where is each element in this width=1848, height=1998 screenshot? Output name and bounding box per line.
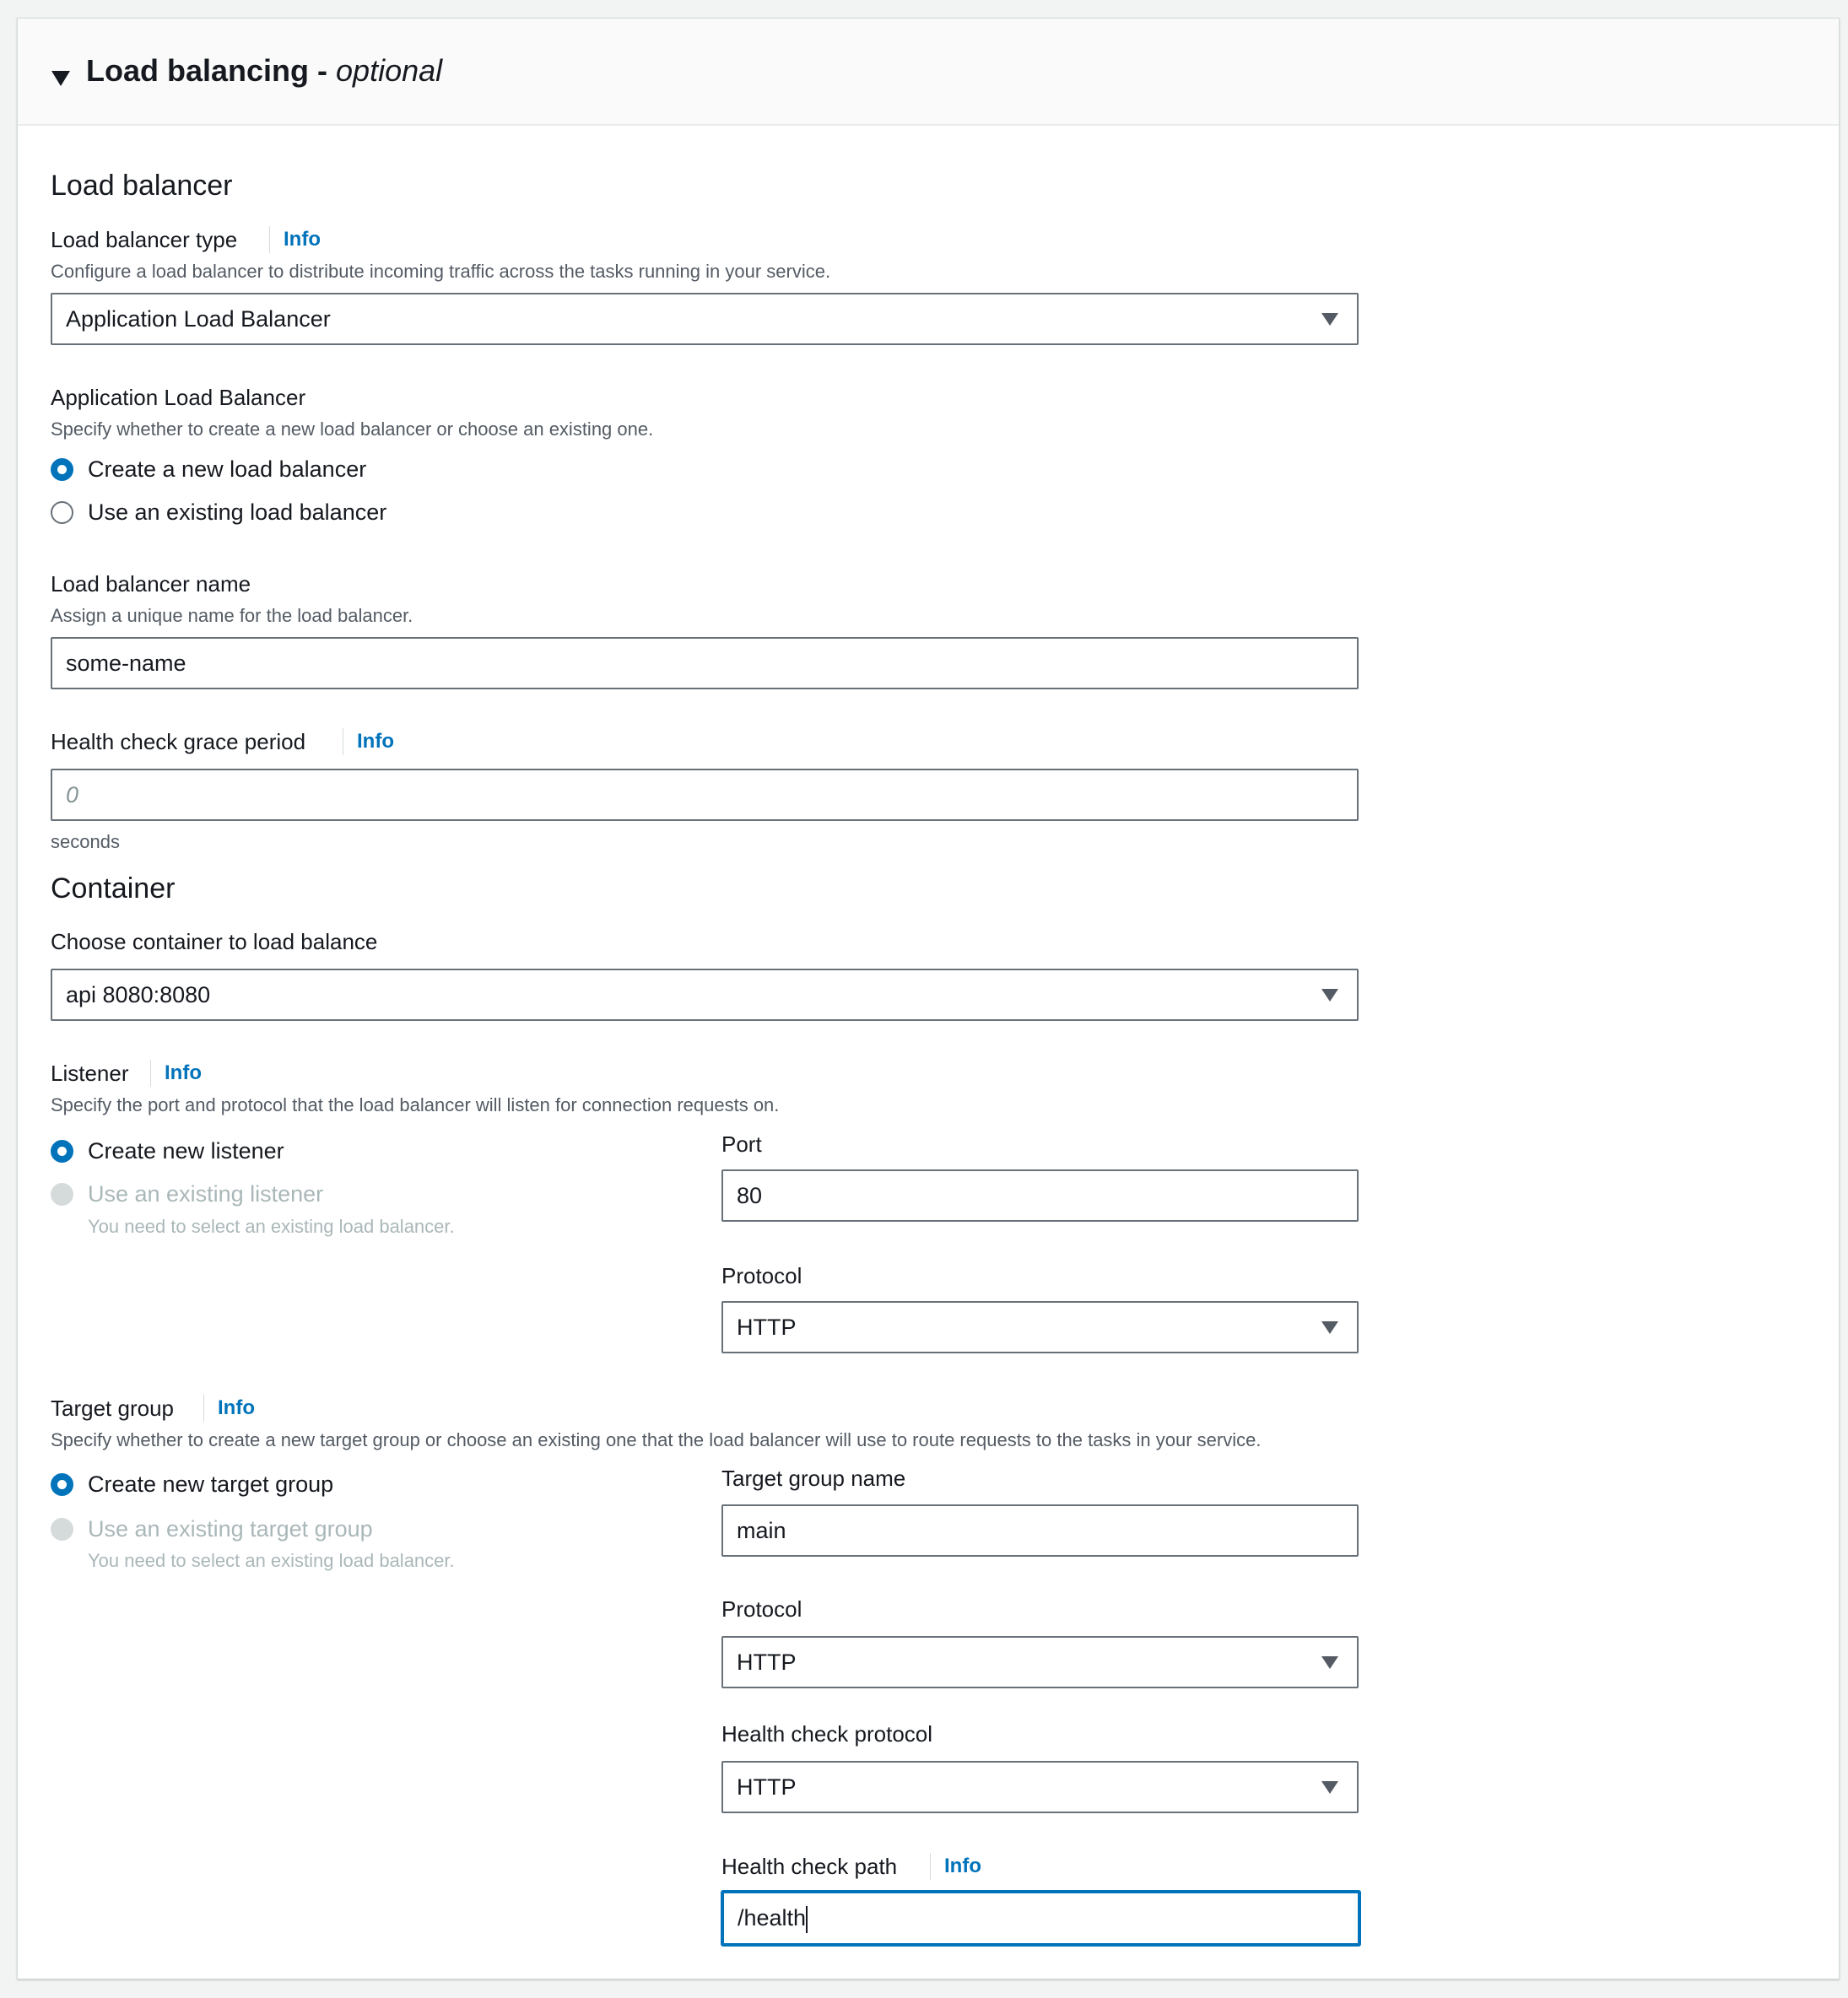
tg-protocol-label: Protocol [721,1596,802,1622]
dropdown-arrow-icon [1321,1781,1338,1794]
radio-create-new-target-group[interactable] [51,1473,73,1496]
lb-type-description: Configure a load balancer to distribute incoming traffic across the tasks running in your service. [51,261,831,282]
listener-info-link[interactable]: Info [150,1060,202,1087]
dropdown-arrow-icon [1321,1656,1338,1669]
dropdown-arrow-icon [1321,989,1338,1002]
grace-period-input[interactable] [51,769,1359,821]
listener-protocol-select[interactable] [721,1301,1359,1353]
lb-type-value: Application Load Balancer [66,306,331,332]
tg-protocol-select[interactable] [721,1636,1359,1688]
lb-name-description: Assign a unique name for the load balancer. [51,605,413,626]
alb-label: Application Load Balancer [51,385,306,410]
radio-use-existing-listener-label: Use an existing listener [88,1181,324,1207]
radio-use-existing-target-group[interactable] [51,1518,73,1541]
listener-hint: You need to select an existing load balancer. [88,1216,455,1237]
target-group-info-link[interactable]: Info [203,1395,255,1422]
radio-use-existing-listener[interactable] [51,1183,73,1206]
grace-period-label: Health check grace period [51,729,306,754]
alb-description: Specify whether to create a new load balancer or choose an existing one. [51,418,654,440]
text-cursor [806,1906,808,1933]
dropdown-arrow-icon [1321,1321,1338,1334]
target-group-hint: You need to select an existing load balancer. [88,1550,455,1571]
target-group-label: Target group [51,1396,174,1421]
radio-use-existing-lb[interactable] [51,501,73,524]
choose-container-label: Choose container to load balance [51,929,378,954]
target-group-name-input[interactable]: main [721,1504,1359,1557]
grace-period-unit: seconds [51,831,120,852]
listener-protocol-value: HTTP [737,1315,797,1340]
radio-create-new-lb[interactable] [51,458,73,481]
radio-create-new-lb-label[interactable]: Create a new load balancer [88,456,367,482]
target-group-name-label: Target group name [721,1466,906,1491]
port-label: Port [721,1131,762,1157]
container-value: api 8080:8080 [66,982,211,1007]
section-title: Load balancing - optional [86,53,443,88]
hc-path-info-link[interactable]: Info [930,1853,981,1880]
hc-path-label: Health check path [721,1854,898,1879]
tg-protocol-value: HTTP [737,1650,797,1675]
radio-use-existing-lb-label[interactable]: Use an existing load balancer [88,500,387,525]
dropdown-arrow-icon [1321,313,1338,326]
target-group-description: Specify whether to create a new target group or choose an existing one that the load balancer will use to route requests to the tasks in your service. [51,1429,1262,1450]
container-select[interactable] [51,969,1359,1021]
radio-use-existing-target-group-label: Use an existing target group [88,1516,373,1542]
port-input[interactable]: 80 [721,1169,1359,1222]
lb-name-label: Load balancer name [51,571,251,597]
section-header[interactable] [18,19,1839,126]
container-heading: Container [51,872,176,904]
load-balancer-heading: Load balancer [51,170,233,202]
radio-create-new-target-group-label[interactable]: Create new target group [88,1472,334,1497]
hc-protocol-label: Health check protocol [721,1721,933,1747]
lb-type-select[interactable] [51,293,1359,345]
hc-path-value: /health [738,1905,807,1930]
grace-period-placeholder: 0 [66,782,79,807]
listener-description: Specify the port and protocol that the load balancer will listen for connection requests on. [51,1094,780,1115]
grace-period-info-link[interactable]: Info [343,728,394,755]
listener-label: Listener [51,1061,129,1086]
lb-type-info-link[interactable]: Info [269,226,321,253]
hc-protocol-value: HTTP [737,1774,797,1800]
hc-protocol-select[interactable] [721,1761,1359,1813]
radio-create-new-listener[interactable] [51,1140,73,1163]
listener-protocol-label: Protocol [721,1263,802,1288]
lb-type-label: Load balancer type [51,227,238,252]
radio-create-new-listener-label[interactable]: Create new listener [88,1138,284,1164]
hc-path-input[interactable] [721,1891,1360,1946]
lb-name-input[interactable]: some-name [51,637,1359,689]
caret-down-icon[interactable] [51,71,70,86]
